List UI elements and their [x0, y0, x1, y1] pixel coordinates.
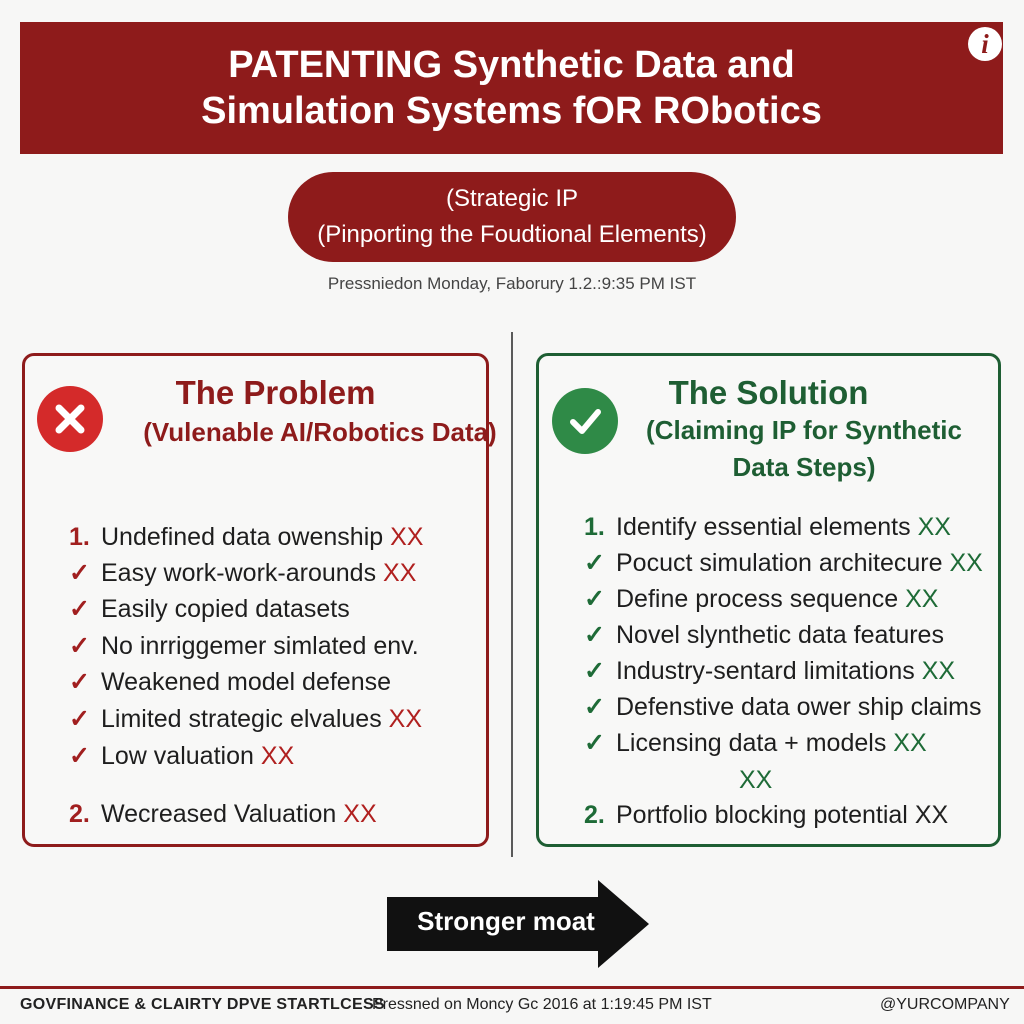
problem-item	[69, 558, 416, 588]
problem-item	[69, 741, 294, 771]
solution-item	[584, 584, 938, 614]
check-icon: ✓	[69, 632, 90, 660]
item-xx: XX	[921, 657, 956, 685]
check-icon: ✓	[584, 729, 605, 757]
solution-card	[536, 353, 1001, 847]
item-xx: XX	[390, 523, 424, 551]
item-text: Industry-sentard limitations	[616, 657, 915, 685]
problem-item	[69, 667, 391, 697]
footer-center: Pressned on Moncy Gc 2016 at 1:19:45 PM IST	[372, 996, 712, 1013]
item-number: 1.	[69, 523, 90, 551]
solution-item	[584, 620, 944, 650]
problem-card	[22, 353, 497, 847]
item-text: Weakened model defense	[101, 668, 392, 696]
solution-item	[584, 656, 955, 686]
item-text: Limited strategic elvalues	[101, 705, 382, 733]
problem-item	[69, 522, 423, 552]
check-icon: ✓	[69, 705, 90, 733]
footer-right: @YURCOMPANY	[880, 996, 1010, 1013]
problem-item	[69, 594, 350, 624]
check-icon: ✓	[69, 668, 90, 696]
footer-rule	[0, 986, 1024, 989]
item-text: Easy work-work-arounds	[101, 559, 377, 587]
item-text: Portfolio blocking potential	[616, 801, 908, 829]
item-text: Easily copied datasets	[101, 595, 350, 623]
subtitle-pill	[288, 172, 736, 262]
item-text: Licensing data + models	[616, 729, 887, 757]
item-text: Define process sequence	[616, 585, 899, 613]
solution-item	[584, 512, 951, 542]
item-text: Defenstive data ower ship claims	[616, 693, 982, 721]
solution-item	[584, 548, 983, 578]
check-icon: ✓	[584, 693, 605, 721]
date-line: Pressniedon Monday, Faborury 1.2.:9:35 PM IST	[327, 274, 697, 293]
item-xx: XX	[739, 766, 773, 794]
item-text: Low valuation	[101, 742, 254, 770]
solution-subtitle: (Claiming IP for Synthetic Data Steps)	[646, 415, 962, 482]
item-text: Identify essential elements	[616, 513, 911, 541]
problem-title: The Problem	[175, 374, 376, 411]
item-xx: XX	[949, 549, 983, 577]
problem-item	[69, 799, 377, 829]
footer-left: GOVFINANCE & CLAIRTY DPVE STARTLCESS	[20, 996, 385, 1013]
item-number: 1.	[584, 513, 605, 541]
check-icon: ✓	[69, 742, 90, 770]
item-xx: XX	[905, 585, 939, 613]
item-text: Undefined data owenship	[101, 523, 384, 551]
item-xx: XX	[914, 801, 949, 829]
check-icon: ✓	[584, 549, 605, 577]
item-text: Pocuct simulation architecure	[616, 549, 943, 577]
item-xx: XX	[893, 729, 927, 757]
check-icon: ✓	[69, 559, 90, 587]
pill-line-2: (Pinporting the Foudtional Elements)	[317, 221, 707, 248]
title-banner	[20, 22, 1003, 154]
item-text: No inrriggemer simlated env.	[101, 632, 419, 660]
arrow-label: Stronger moat	[417, 906, 595, 936]
item-text: Novel slynthetic data features	[616, 621, 944, 649]
title-line-1: PATENTING Synthetic Data and	[228, 43, 795, 86]
problem-subtitle: (Vulenable AI/Robotics Data)	[143, 417, 497, 447]
solution-item	[584, 692, 981, 722]
stronger-moat-arrow	[387, 880, 649, 968]
item-xx: XX	[343, 800, 377, 828]
problem-item	[69, 704, 422, 734]
solution-item	[584, 728, 927, 758]
solution-item	[739, 765, 772, 795]
solution-title: The Solution	[668, 374, 869, 411]
item-xx: XX	[388, 705, 423, 733]
check-icon: ✓	[584, 585, 605, 613]
item-text: Wecreased Valuation	[101, 800, 337, 828]
check-icon: ✓	[69, 595, 90, 623]
item-number: 2.	[584, 801, 605, 829]
item-xx: XX	[260, 742, 295, 770]
title-line-2: Simulation Systems fOR RObotics	[201, 90, 822, 132]
item-xx: XX	[383, 559, 417, 587]
check-icon: ✓	[584, 657, 605, 685]
pill-line-1: (Strategic IP	[445, 185, 579, 212]
solution-item	[584, 800, 948, 830]
check-icon: ✓	[584, 621, 605, 649]
center-divider	[511, 332, 513, 857]
problem-item	[69, 631, 419, 661]
item-xx: XX	[917, 513, 951, 541]
item-number: 2.	[69, 800, 90, 828]
info-icon[interactable]: i	[968, 27, 1002, 61]
